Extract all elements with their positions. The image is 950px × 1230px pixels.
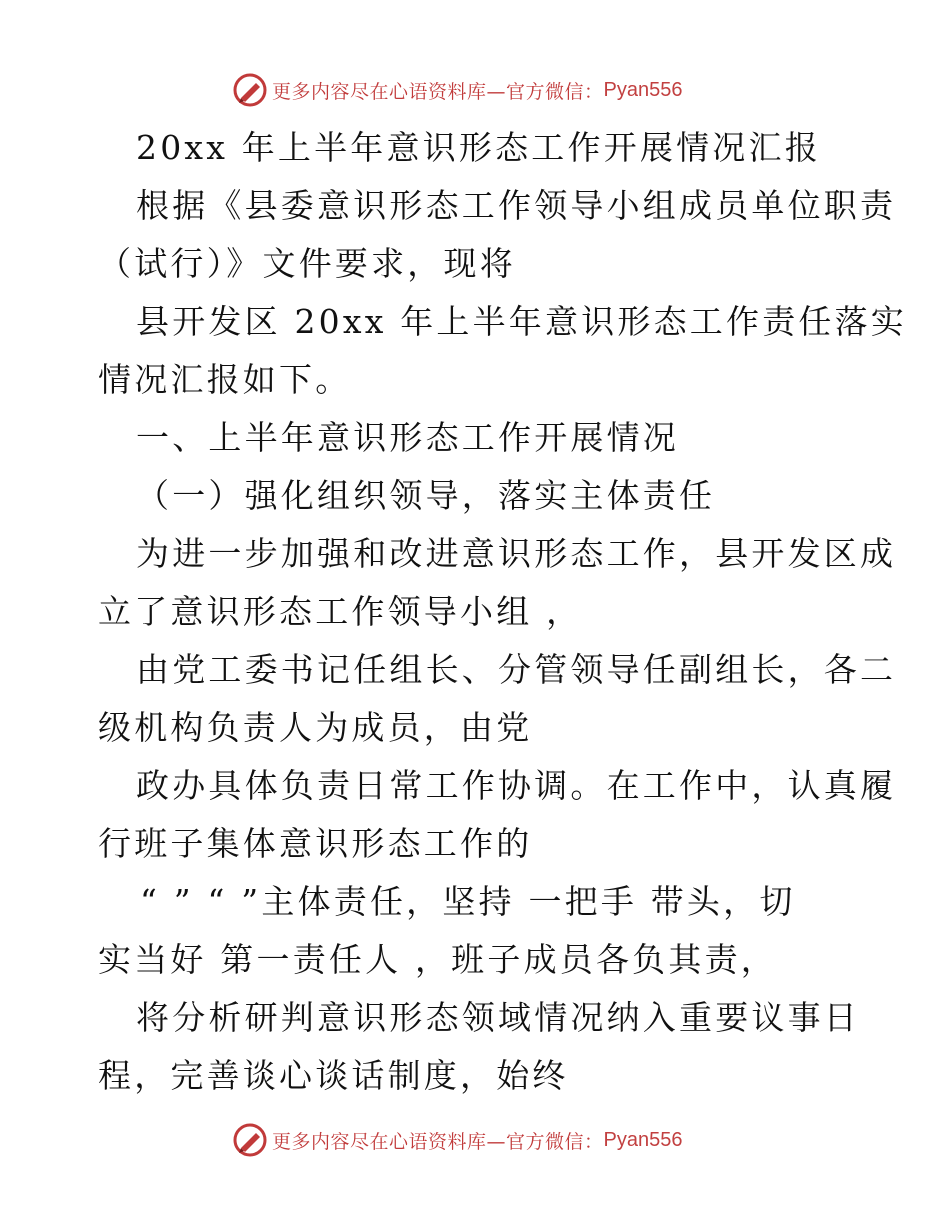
paragraph-line: 程，完善谈心谈话制度，始终: [98, 1056, 569, 1095]
header-banner: [232, 70, 682, 110]
document-title: 20xx 年上半年意识形态工作开展情况汇报: [136, 128, 821, 167]
footer-banner-text: 更多内容尽在心语资料库—官方微信：: [272, 1130, 604, 1153]
paragraph-line: 情况汇报如下。: [98, 360, 352, 399]
paragraph-line: 实当好 第一责任人 ，班子成员各负其责，: [98, 940, 777, 979]
paragraph-line: 根据《县委意识形态工作领导小组成员单位职责: [136, 186, 897, 225]
header-banner-text: 更多内容尽在心语资料库—官方微信：: [272, 80, 604, 103]
pen-logo-icon: [232, 72, 268, 108]
paragraph-line: 为进一步加强和改进意识形态工作，县开发区成: [136, 534, 897, 573]
paragraph-line: 政办具体负责日常工作协调。在工作中，认真履: [136, 766, 897, 805]
section-heading: 一、上半年意识形态工作开展情况: [136, 418, 679, 457]
paragraph-line: 县开发区 20xx 年上半年意识形态工作责任落实: [136, 302, 907, 341]
paragraph-line: 级机构负责人为成员，由党: [98, 708, 533, 747]
paragraph-line: 由党工委书记任组长、分管领导任副组长，各二: [136, 650, 897, 689]
paragraph-line: 行班子集体意识形态工作的: [98, 824, 533, 863]
paragraph-line: 立了意识形态工作领导小组 ，: [98, 592, 583, 631]
paragraph-line: （试行）》文件要求，现将: [98, 244, 516, 283]
footer-banner-id: Pyan556: [603, 1128, 683, 1151]
paragraph-line: “ ” “ ”主体责任，坚持 一把手 带头，切: [140, 882, 796, 921]
footer-banner: [232, 1120, 682, 1160]
pen-logo-icon: [232, 1122, 268, 1158]
subsection-heading: （一）强化组织领导，落实主体责任: [136, 476, 716, 515]
header-banner-id: Pyan556: [603, 78, 683, 101]
paragraph-line: 将分析研判意识形态领域情况纳入重要议事日: [136, 998, 860, 1037]
